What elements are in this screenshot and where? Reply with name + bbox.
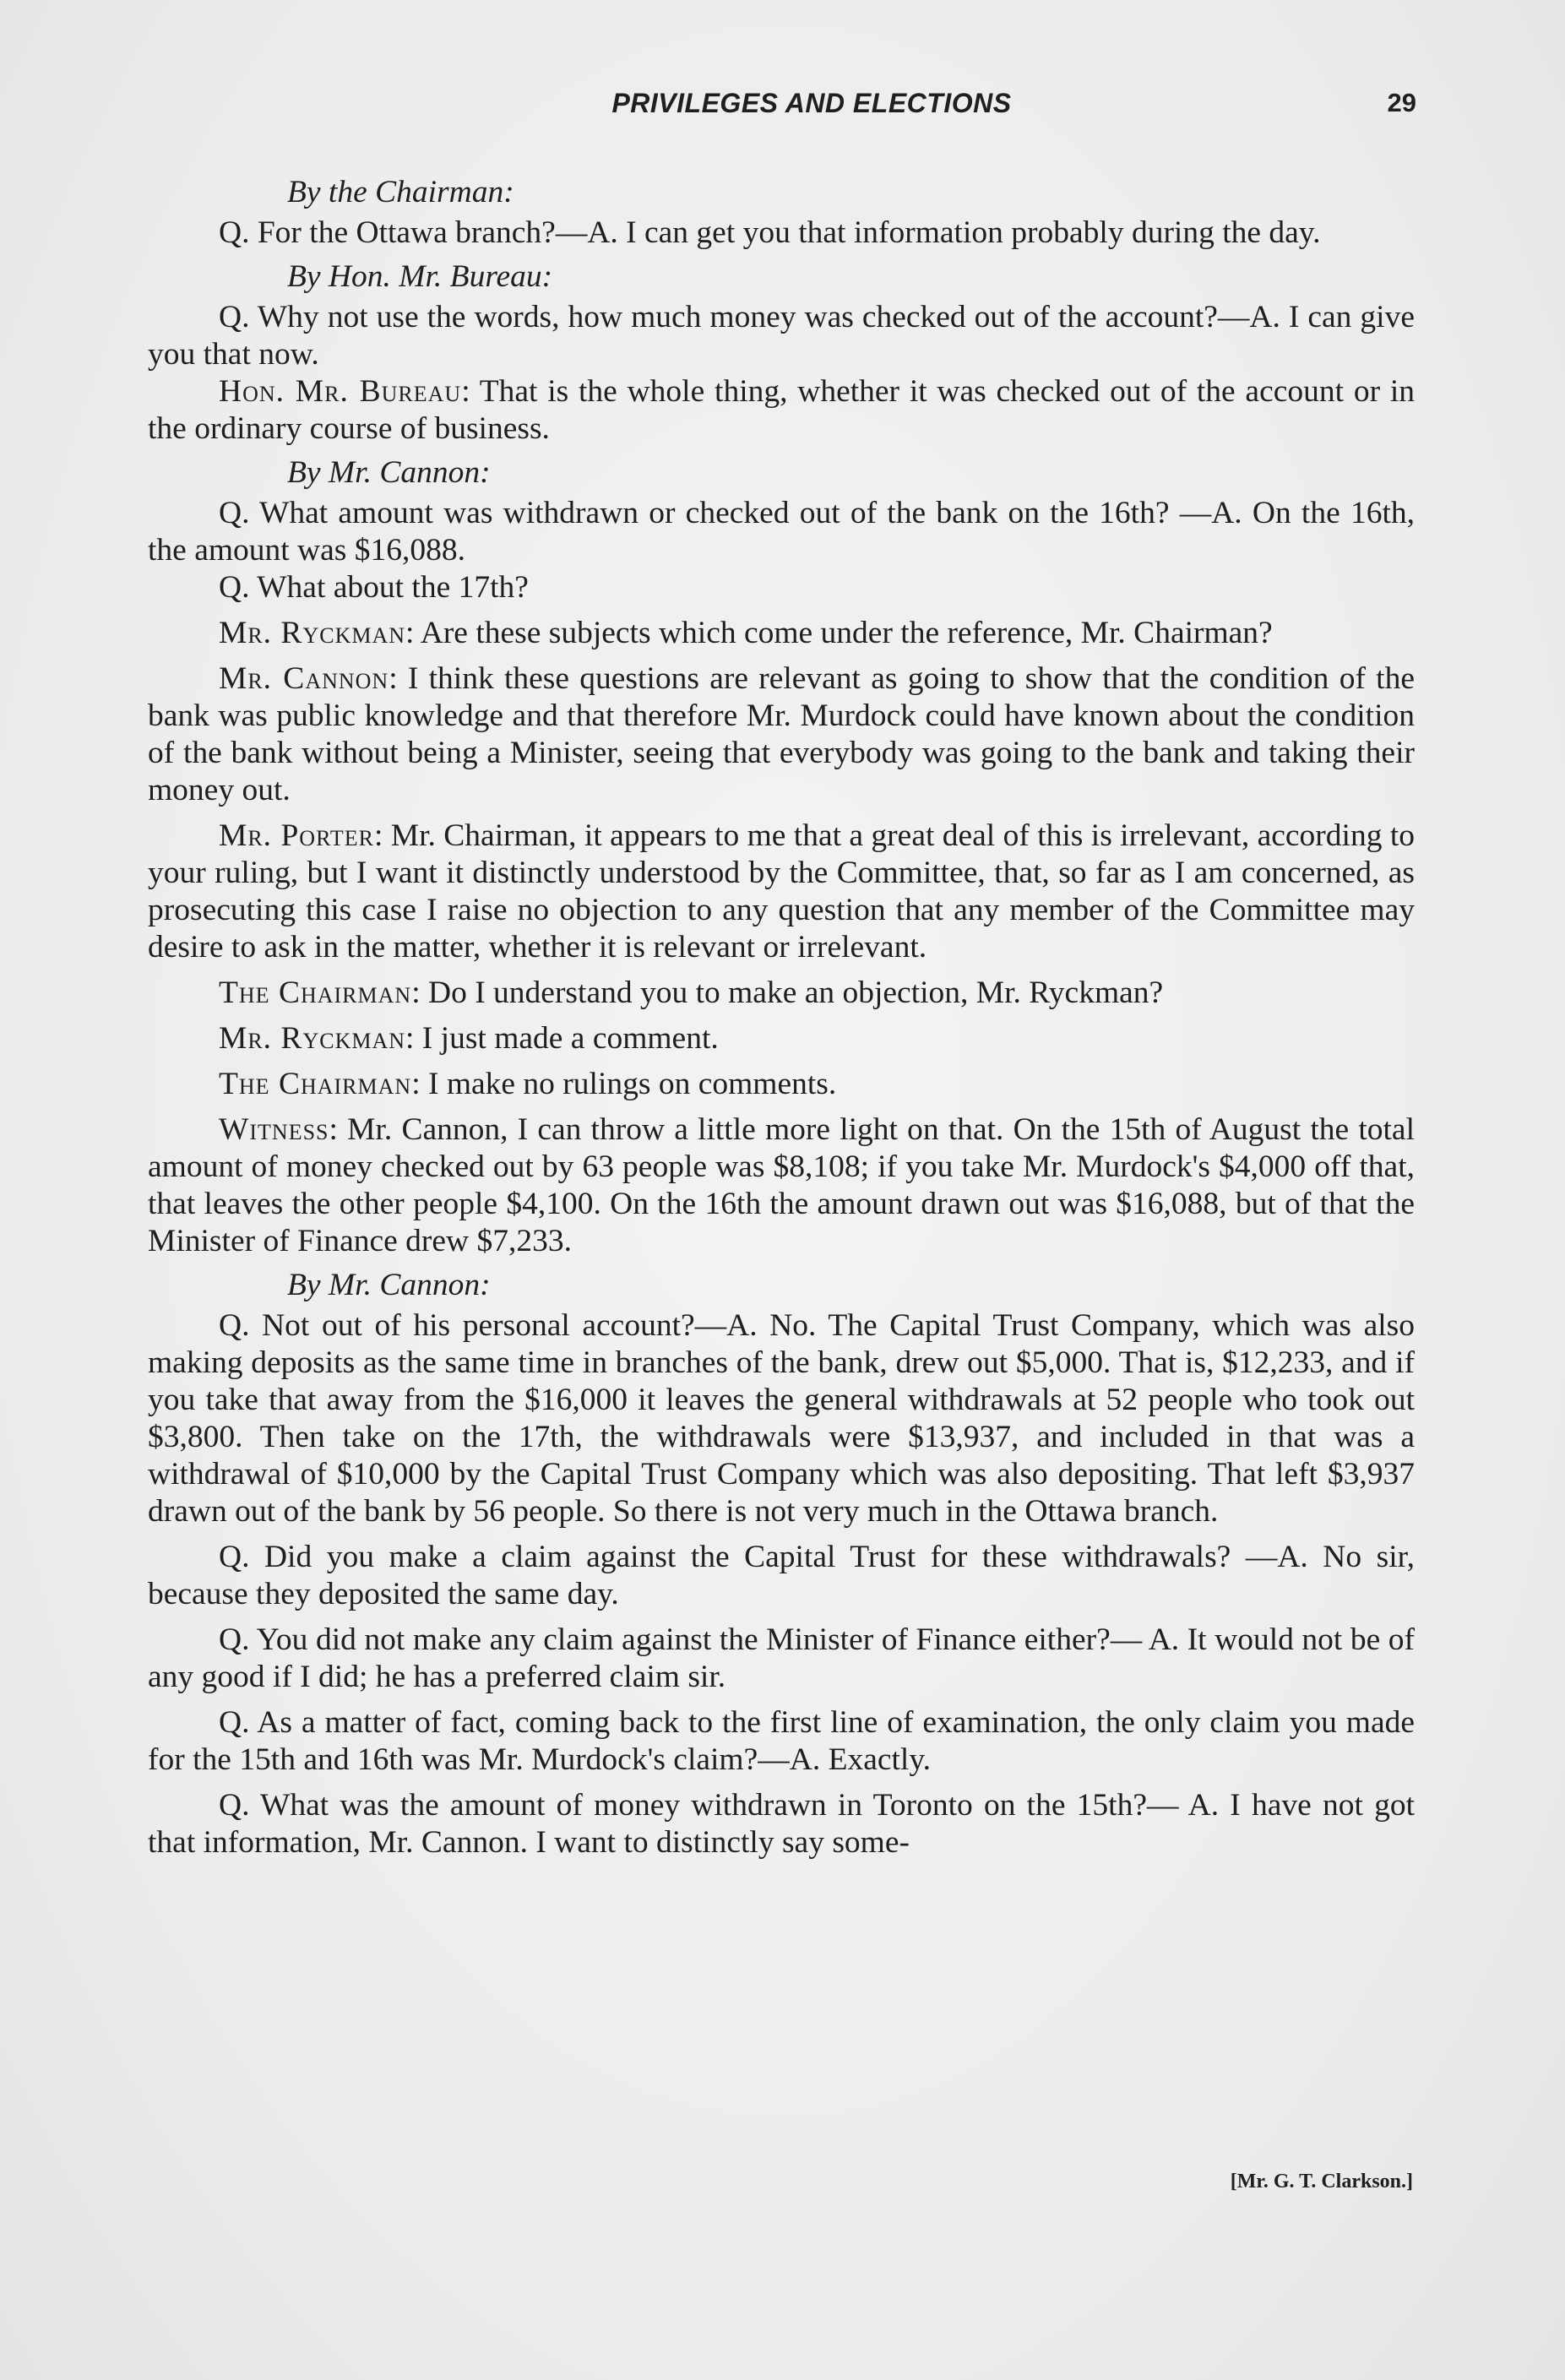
speech-text: : I make no rulings on comments.	[411, 1067, 837, 1101]
paragraph: Q. What was the amount of money withdrawn in Toronto on the 15th?— A. I have not got that information, Mr. Cannon. I want to distinctly say some-	[148, 1788, 1415, 1860]
witness-footnote: [Mr. G. T. Clarkson.]	[1230, 2171, 1413, 2193]
paragraph	[148, 373, 1415, 448]
paragraph	[148, 1111, 1415, 1260]
speech-text: : Are these subjects which come under the reference, Mr. Chairman?	[405, 616, 1273, 650]
speech-text: : I think these questions are relevant as going to show that the condition of the bank was public knowledge and that therefore Mr. Murdock could have known about the condition of the bank without being a Minister, seeing that everybody was going to the bank and taking their money out.	[148, 661, 1415, 807]
speaker-name: Hon. Mr. Bureau	[219, 374, 462, 409]
page-body	[148, 167, 1415, 1861]
examiner-heading: By the Chairman:	[287, 175, 514, 209]
speech-text: : That is the whole thing, whether it was checked out of the account or in the ordinary course of business.	[148, 374, 1415, 446]
speech-text: : Mr. Cannon, I can throw a little more light on that. On the 15th of August the total amount of money checked out by 63 people was $8,108; if you take Mr. Murdock's $4,000 off that, that leaves the other people $4,100. On the 16th the amount drawn out was $16,088, but of that the Minister of Finance drew $7,233.	[148, 1112, 1415, 1258]
paragraph	[148, 1066, 1415, 1103]
paragraph: Q. You did not make any claim against the Minister of Finance either?— A. It would not be of any good if I did; he has a preferred claim sir.	[148, 1622, 1415, 1694]
speech-text: : I just made a comment.	[405, 1021, 719, 1056]
paragraph: Q. What amount was withdrawn or checked out of the bank on the 16th? —A. On the 16th, the amount was $16,088.	[148, 496, 1415, 568]
paragraph	[148, 818, 1415, 966]
paragraph	[148, 615, 1415, 652]
examiner-heading: By Mr. Cannon:	[287, 455, 491, 490]
paragraph	[148, 660, 1415, 809]
paragraph: Q. What about the 17th?	[219, 570, 529, 605]
paragraph: Q. Not out of his personal account?—A. No. The Capital Trust Company, which was also making deposits as the same time in branches of the bank, drew out $5,000. That is, $12,233, and if you take that away from the $16,000 it leaves the general withdrawals at 52 people who took out $3,800. Then take on the 17th, the withdrawals were $13,937, and included in that was a withdrawal of $10,000 by the Capital Trust Company which was also depositing. That left $3,937 drawn out of the bank by 56 people. So there is not very much in the Ottawa branch.	[148, 1308, 1415, 1529]
paragraph	[148, 1020, 1415, 1057]
speech-text: : Do I understand you to make an objection, Mr. Ryckman?	[411, 975, 1164, 1010]
paragraph	[148, 975, 1415, 1012]
speaker-name: Mr. Cannon	[219, 661, 389, 696]
paragraph: Q. For the Ottawa branch?—A. I can get you that information probably during the day.	[219, 215, 1321, 250]
paragraph: Q. Did you make a claim against the Capital Trust for these withdrawals? —A. No sir, because they deposited the same day.	[148, 1540, 1415, 1611]
examiner-heading: By Mr. Cannon:	[287, 1268, 491, 1302]
speaker-name: The Chairman	[219, 1067, 412, 1101]
speaker-name: Mr. Porter	[219, 818, 374, 853]
paragraph: Q. As a matter of fact, coming back to the first line of examination, the only claim you made for the 15th and 16th was Mr. Murdock's claim?—A. Exactly.	[148, 1705, 1415, 1777]
speaker-name: Witness	[219, 1112, 329, 1147]
speech-text: : Mr. Chairman, it appears to me that a great deal of this is irrelevant, according to your ruling, but I want it distinctly understood by the Committee, that, so far as I am concerned, as prosecuting this case I raise no objection to any question that any member of the Committee may desire to ask in the matter, whether it is relevant or irrelevant.	[148, 818, 1415, 964]
running-head: PRIVILEGES AND ELECTIONS	[611, 88, 1012, 118]
paragraph: Q. Why not use the words, how much money was checked out of the account?—A. I can give you that now.	[148, 300, 1415, 372]
speaker-name: Mr. Ryckman	[219, 616, 406, 650]
page-header	[148, 88, 1416, 125]
page-number: 29	[1387, 88, 1416, 117]
examiner-heading: By Hon. Mr. Bureau:	[287, 259, 553, 294]
speaker-name: Mr. Ryckman	[219, 1021, 406, 1056]
speaker-name: The Chairman	[219, 975, 412, 1010]
